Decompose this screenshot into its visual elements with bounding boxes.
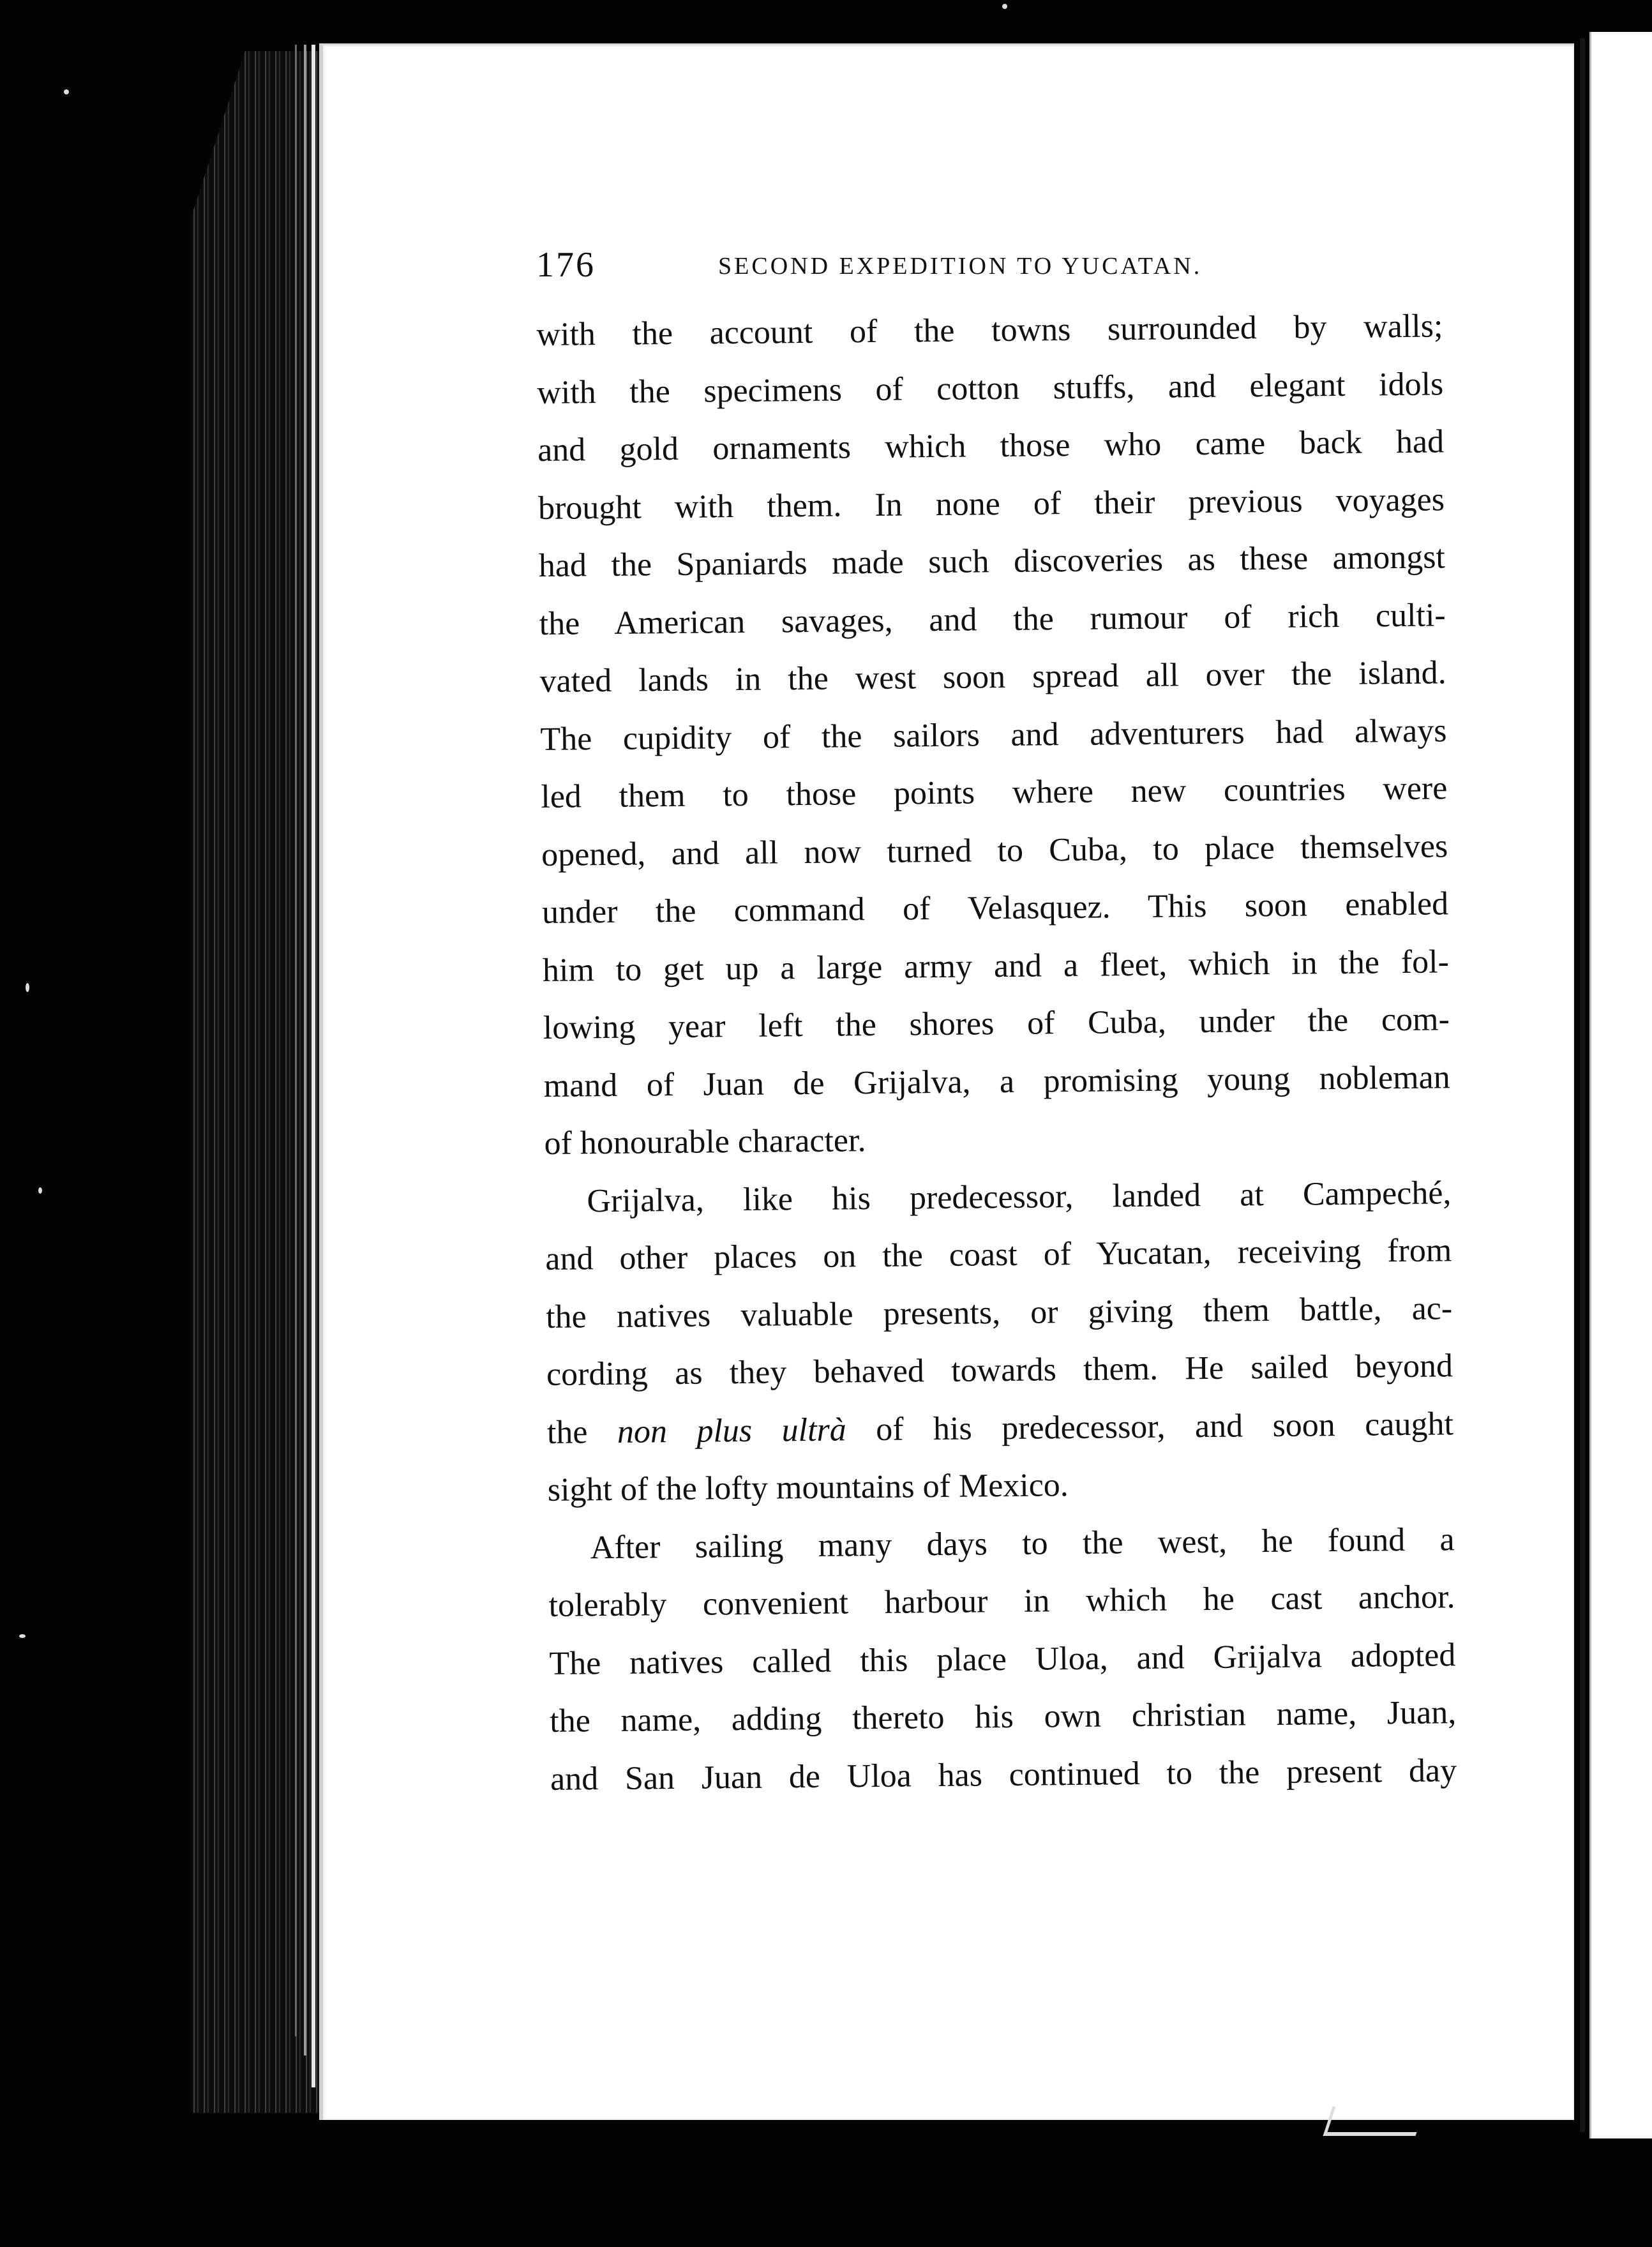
text-line: sight of the lofty mountains of Mexico.	[547, 1467, 1069, 1508]
page-edge-highlight	[312, 45, 315, 2087]
text-line-mixed	[547, 1395, 1454, 1462]
text-line: The cupidity of the sailors and adventurers had always	[540, 712, 1447, 758]
text-line: Grijalva, like his predecessor, landed at Campeché,	[587, 1174, 1452, 1219]
text-line: cording as they behaved towards them. He sailed beyond	[546, 1348, 1453, 1393]
running-head: SECOND EXPEDITION TO YUCATAN.	[718, 253, 1203, 280]
text-run: of his predecessor, and soon caught	[875, 1405, 1454, 1448]
text-run: the	[546, 1413, 588, 1451]
text-line: and San Juan de Uloa has continued to the present day	[550, 1752, 1457, 1798]
text-line: and other places on the coast of Yucatan, receiving from	[545, 1232, 1452, 1277]
facing-page-sliver	[1589, 32, 1652, 2138]
page-edge-highlight	[295, 45, 297, 2036]
text-line: The natives called this place Uloa, and Grijalva adopted	[549, 1636, 1456, 1682]
text-line: After sailing many days to the west, he found a	[590, 1521, 1455, 1566]
text-line: had the Spaniards made such discoveries as these amongst	[538, 539, 1446, 584]
body-text	[536, 297, 1457, 1808]
text-line: the American savages, and the rumour of rich culti-	[539, 596, 1446, 642]
text-line: the name, adding thereto his own christian name, Juan,	[550, 1694, 1457, 1740]
text-line: vated lands in the west soon spread all over the island.	[539, 654, 1446, 700]
scan-speck	[19, 1634, 26, 1638]
text-line: opened, and all now turned to Cuba, to place themselves	[541, 827, 1448, 873]
scan-speck	[64, 89, 69, 94]
text-line: tolerably convenient harbour in which he cast anchor.	[548, 1579, 1455, 1624]
text-line: and gold ornaments which those who came back had	[537, 423, 1445, 469]
italic-phrase: non plus ultrà	[617, 1411, 846, 1450]
text-line: him to get up a large army and a fleet, which in the fol-	[542, 943, 1450, 989]
text-line: led them to those points where new countries were	[541, 770, 1448, 815]
text-line: the natives valuable presents, or giving them battle, ac-	[545, 1289, 1453, 1335]
text-line: mand of Juan de Grijalva, a promising young nobleman	[543, 1058, 1450, 1104]
page-header	[536, 244, 1289, 283]
scan-speck	[1002, 4, 1007, 9]
text-line: of honourable character.	[544, 1122, 866, 1162]
scan-speck	[38, 1187, 42, 1194]
page-number: 176	[536, 245, 596, 285]
text-line: brought with them. In none of their previous voyages	[537, 481, 1445, 527]
text-line: with the specimens of cotton stuffs, and elegant idols	[537, 365, 1444, 411]
page-edge-highlight	[304, 45, 306, 2055]
text-line: with the account of the towns surrounded by walls;	[536, 308, 1443, 353]
text-line: under the command of Velasquez. This soon enabled	[541, 885, 1449, 931]
text-line: lowing year left the shores of Cuba, under the com-	[543, 1001, 1450, 1046]
page-gutter-shadow	[1580, 38, 1585, 2132]
pencil-mark	[1323, 2107, 1425, 2136]
scan-speck	[26, 983, 29, 992]
